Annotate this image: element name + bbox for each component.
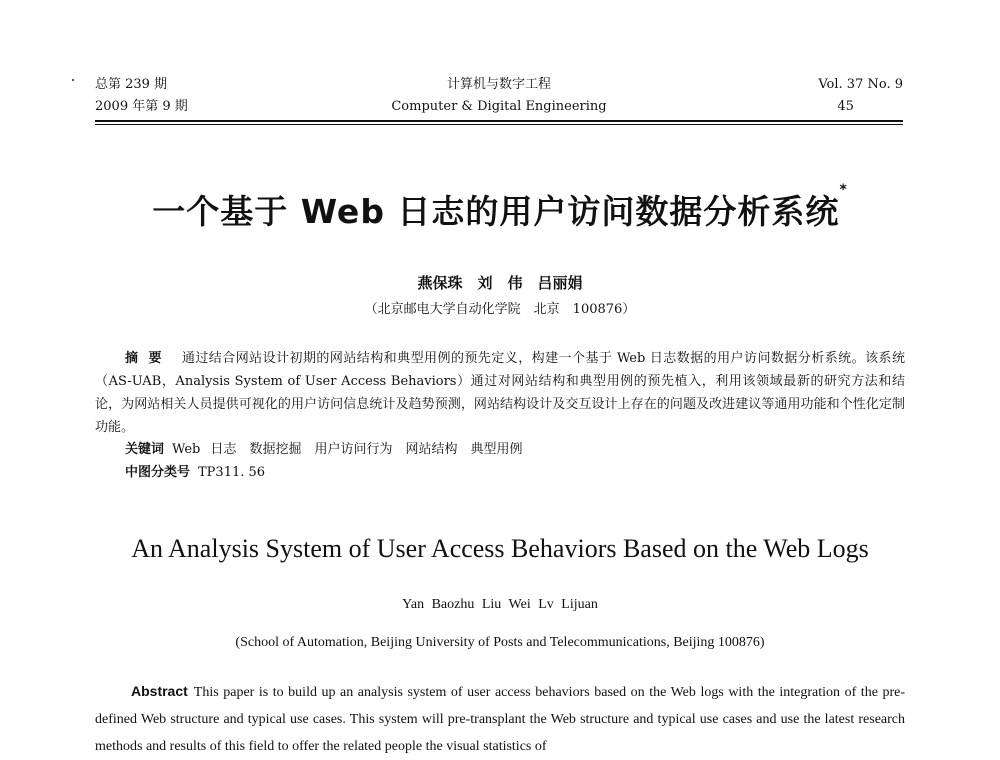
running-header [95,74,903,118]
affiliation-chinese: （北京邮电大学自动化学院 北京 100876） [364,302,636,317]
keywords-text: Web 日志 数据挖掘 用户访问行为 网站结构 典型用例 [172,442,523,457]
volume-number: Vol. 37 No. 9 [818,77,903,92]
abstract-english [95,678,905,760]
authors-english: Yan Baozhu Liu Wei Lv Lijuan [402,597,598,612]
journal-name-zh: 计算机与数字工程 [446,77,551,92]
scan-speck [72,79,74,81]
classification-text: TP311. 56 [198,465,266,480]
issue-year: 2009 年第 9 期 [95,99,188,114]
title-chinese [0,182,1000,233]
header-rule-thin [95,124,903,125]
volume-info [818,74,903,118]
authors-chinese: 燕保珠 刘 伟 吕丽娟 [417,274,583,292]
title-english: An Analysis System of User Access Behaviors Based on the Web Logs [131,534,869,563]
header-rule-thick [95,120,903,122]
abstract-chinese [95,347,905,439]
abstract-english-label: Abstract [131,683,188,699]
abstract-english-text: This paper is to build up an analysis system of user access behaviors based on the Web logs with the integration of the pre-defined Web structure and typical use cases. This system will pre-transplant the Web structure and typical use cases and use the latest research methods and results of this field to offer the related people the visual statistics of [95,685,905,754]
affiliation-english: (School of Automation, Beijing University of Posts and Telecommunications, Beijing 100876) [235,635,765,650]
abstract-chinese-label: 摘要 [125,351,172,366]
classification [125,461,265,484]
page-number: 45 [837,99,854,114]
classification-label: 中图分类号 [125,465,191,480]
issue-total: 总第 239 期 [95,77,168,92]
journal-name [95,74,903,118]
keywords [125,438,522,461]
title-footnote-mark: * [839,182,848,198]
keywords-label: 关键词 [125,442,165,457]
abstract-chinese-text: 通过结合网站设计初期的网站结构和典型用例的预先定义，构建一个基于 Web 日志数据的用户访问数据分析系统。该系统（AS-UAB，Analysis System of User Access Behaviors）通过对网站结构和典型用例的预先植入，利用该领域最新的研究方法和结论，为网站相关人员提供可视化的用户访问信息统计及趋势预测，网站结构设计及交互设计上存在的问题及改进建议等通用功能和个性化定制功能。 [95,351,905,435]
title-chinese-text: 一个基于 Web 日志的用户访问数据分析系统 [152,192,840,231]
journal-name-en: Computer & Digital Engineering [391,99,607,114]
